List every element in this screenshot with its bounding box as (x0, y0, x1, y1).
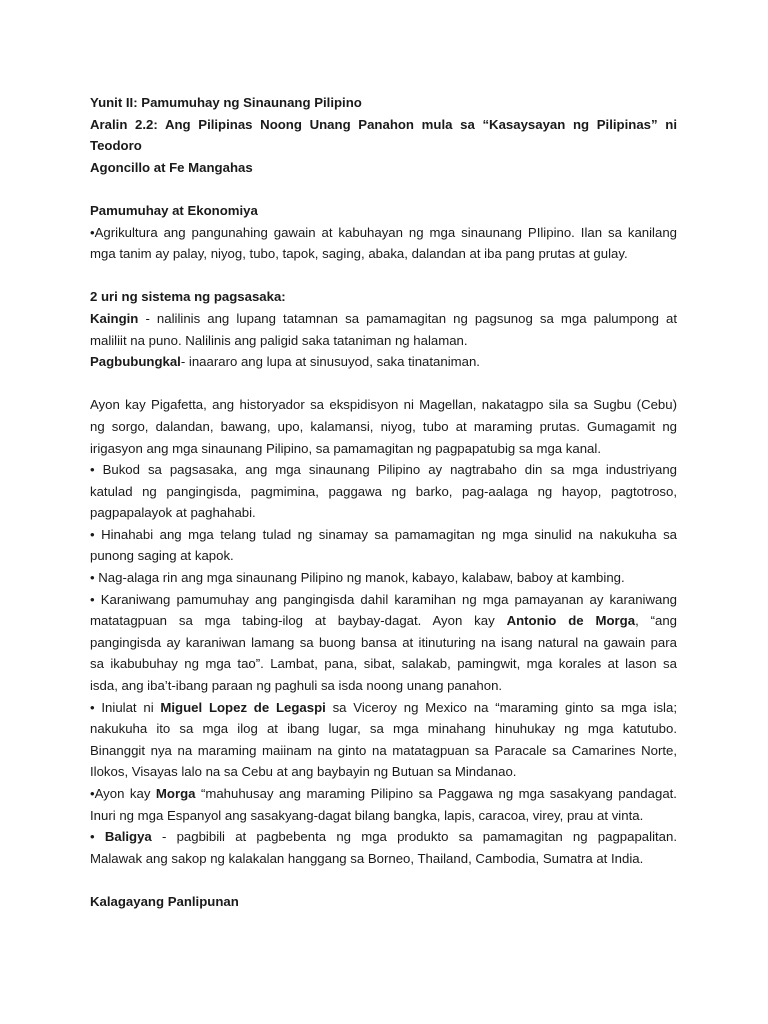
paragraph-line: maliliit na puno. Nalilinis ang paligid saka tataniman ng halaman. (90, 332, 468, 348)
definition-text: - nalilinis ang lupang tatamnan sa pamamagitan ng pagsunog sa mga palumpong at (138, 310, 677, 326)
spacer (90, 265, 677, 287)
bullet-line: • Karaniwang pamumuhay ang pangingisda dahil karamihan ng mga pamayanan ay karaniwang (90, 591, 677, 607)
paragraph-line: Ayon kay Pigafetta, ang historyador sa ekspidisyon ni Magellan, nakatagpo sila sa Sugbu (Cebu) (90, 397, 677, 413)
name-morga: Morga (155, 786, 196, 801)
paragraph-line (90, 351, 677, 373)
paragraph-line: mga tanim ay palay, niyog, tubo, tapok, saging, abaka, dalandan at iba pang prutas at gulay. (90, 246, 628, 262)
bullet-line: pagpapalayok at paghahabi. (90, 505, 256, 521)
term-kaingin: Kaingin (90, 310, 139, 326)
text-run: •Ayon kay (90, 786, 156, 801)
bullet-line: Inuri ng mga Espanyol ang sasakyang-dagat bilang bangka, lapis, caracoa, virey, prau at vinta. (90, 807, 644, 823)
bullet-line: • Nag-alaga rin ang mga sinaunang Pilipino ng manok, kabayo, kalabaw, baboy at kambing. (90, 570, 625, 586)
bullet-line (90, 610, 677, 632)
section-heading-pagsasaka: 2 uri ng sistema ng pagsasaka: (90, 289, 286, 305)
section-heading-panlipunan: Kalagayang Panlipunan (90, 893, 239, 909)
text-run: “mahuhusay ang maraming Pilipino sa Paggawa ng mga sasakyang pandagat. (195, 786, 677, 801)
bullet-line: isda, ang iba’t-ibang paraan ng paghuli sa isda noong unang panahon. (90, 678, 503, 694)
bullet-line: Malawak ang sakop ng kalakalan hanggang sa Borneo, Thailand, Cambodia, Sumatra at India. (90, 850, 644, 866)
bullet-line (90, 783, 677, 805)
lesson-title-line1: Aralin 2.2: Ang Pilipinas Noong Unang Panahon mula sa “Kasaysayan ng Pilipinas” ni Teodoro (90, 116, 677, 154)
bullet-line (90, 697, 677, 719)
bullet-line: nakukuha ito sa mga ilog at ibang lugar, sa mga minahang hinuhukay ng mga katutubo. (90, 721, 677, 737)
spacer (90, 178, 677, 200)
term-pagbubungkal: Pagbubungkal (90, 354, 181, 370)
bullet-line: punong saging at kapok. (90, 548, 234, 564)
bullet-line: pangingisda ay karaniwan lamang sa buong bansa at itinuturing na isang natural na gawain para (90, 634, 677, 650)
section-heading-ekonomiya: Pamumuhay at Ekonomiya (90, 202, 258, 218)
paragraph-line (90, 308, 677, 330)
bullet-line: katulad ng pangingisda, pagmimina, paggawa ng barko, pag-aalaga ng hayop, pagtotroso, (90, 483, 677, 499)
document-page (90, 92, 677, 913)
spacer (90, 869, 677, 891)
text-run: - pagbibili at pagbebenta ng mga produkto sa pamamagitan ng pagpapalitan. (151, 829, 677, 845)
text-run: sa Viceroy ng Mexico na “maraming ginto sa mga isla; (325, 699, 677, 715)
lesson-title-line2: Agoncillo at Fe Mangahas (90, 159, 253, 175)
bullet-line: • Bukod sa pagsasaka, ang mga sinaunang Pilipino ay nagtrabaho din sa mga industriyang (90, 462, 677, 478)
bullet-line (90, 826, 677, 848)
bullet-line: sa ikabubuhay ng mga tao”. Lambat, pana, sibat, salakab, pamingwit, mga korales at lason sa (90, 656, 677, 672)
unit-title: Yunit II: Pamumuhay ng Sinaunang Pilipino (90, 95, 362, 110)
paragraph-line: •Agrikultura ang pangunahing gawain at kabuhayan ng mga sinaunang PIlipino. Ilan sa kanilang (90, 224, 677, 240)
text-run: matatagpuan sa mga tabing-ilog at baybay-dagat. Ayon kay (90, 613, 507, 629)
name-antonio-de-morga: Antonio de Morga (506, 613, 636, 629)
text-run: • (90, 829, 105, 845)
term-baligya: Baligya (104, 829, 152, 845)
text-run: • Iniulat ni (90, 699, 161, 715)
paragraph-line: irigasyon ang mga sinaunang Pilipino, sa pamamagitan ng pagpapatubig sa mga kanal. (90, 440, 601, 456)
definition-text: - inaararo ang lupa at sinusuyod, saka tinataniman. (180, 354, 480, 370)
text-run: , “ang (635, 613, 677, 629)
spacer (90, 373, 677, 395)
bullet-line: Binanggit nya na maraming maiinam na ginto na matatagpuan sa Paracale sa Camarines Norte, (90, 742, 677, 758)
bullet-line: Ilokos, Visayas lalo na sa Cebu at ang baybayin ng Butuan sa Mindanao. (90, 764, 517, 780)
name-miguel-lopez-de-legaspi: Miguel Lopez de Legaspi (160, 699, 326, 715)
bullet-line: • Hinahabi ang mga telang tulad ng sinamay sa pamamagitan ng mga sinulid na nakukuha sa (90, 526, 677, 542)
paragraph-line: ng sorgo, dalandan, bawang, upo, kalamansi, niyog, tubo at maraming prutas. Gumagamit ng (90, 418, 677, 434)
